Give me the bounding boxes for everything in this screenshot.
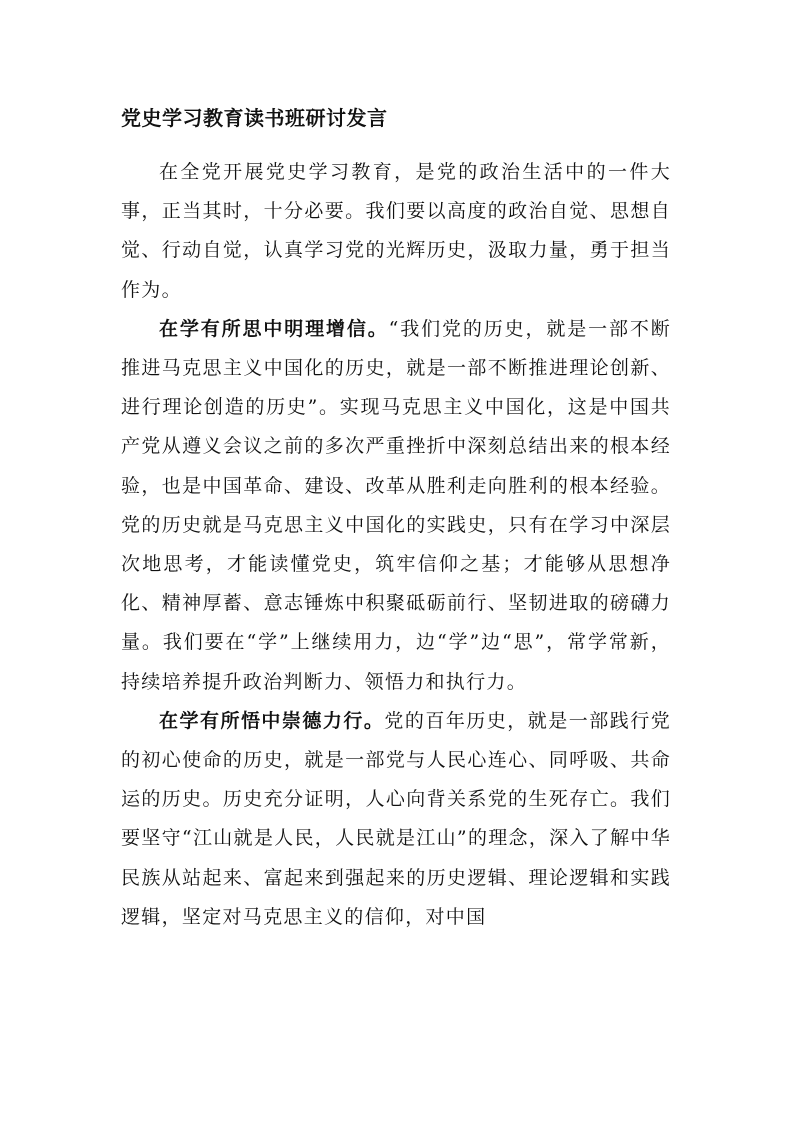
document-body <box>121 153 671 937</box>
paragraph-text: 党的百年历史，就是一部践行党的初心使命的历史，就是一部党与人民心连心、同呼吸、共命运的历史。历史充分证明，人心向背关系党的生死存亡。我们要坚守“江山就是人民，人民就是江山”的理念，深入了解中华民族从站起来、富起来到强起来的历史逻辑、理论逻辑和实践逻辑，坚定对马克思主义的信仰，对中国 <box>121 709 671 928</box>
paragraph-lead: 在学有所思中明理增信。 <box>159 317 389 340</box>
paragraph-section-2 <box>121 702 671 937</box>
paragraph-text: 在全党开展党史学习教育，是党的政治生活中的一件大事，正当其时，十分必要。我们要以高度的政治自觉、思想自觉、行动自觉，认真学习党的光辉历史，汲取力量，勇于担当作为。 <box>121 161 671 301</box>
paragraph-section-1 <box>121 310 671 702</box>
paragraph-intro <box>121 153 671 310</box>
paragraph-text: “我们党的历史，就是一部不断推进马克思主义中国化的历史，就是一部不断推进理论创新、进行理论创造的历史”。实现马克思主义中国化，这是中国共产党从遵义会议之前的多次严重挫折中深刻总结出来的根本经验，也是中国革命、建设、改革从胜利走向胜利的根本经验。党的历史就是马克思主义中国化的实践史，只有在学习中深层次地思考，才能读懂党史，筑牢信仰之基；才能够从思想净化、精神厚蓄、意志锤炼中积聚砥砺前行、坚韧进取的磅礴力量。我们要在“学”上继续用力，边“学”边“思”，常学常新，持续培养提升政治判断力、领悟力和执行力。 <box>121 317 671 693</box>
paragraph-lead: 在学有所悟中崇德力行。 <box>159 709 385 732</box>
document-title: 党史学习教育读书班研讨发言 <box>121 106 388 130</box>
